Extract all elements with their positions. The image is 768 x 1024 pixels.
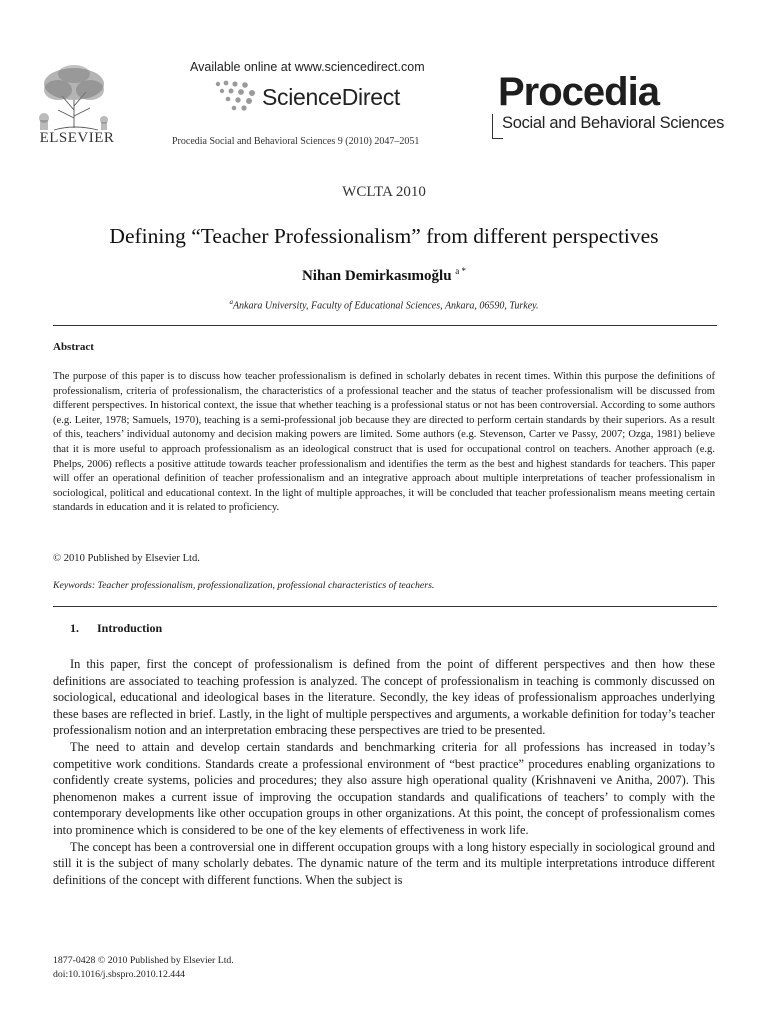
- section-heading: [70, 621, 162, 636]
- available-online-text[interactable]: Available online at www.sciencedirect.com: [190, 60, 425, 74]
- author-name: Nihan Demirkasımoğlu: [301, 268, 452, 284]
- paragraph: In this paper, first the concept of professionalism is defined from the point of different perspectives and then how these definitions are associated to teaching profession is analyzed. The concept of professionalism in teaching is commonly discussed on sociological, educational and ideological bases in the literature. Secondly, the key ideas of professionalism approaches underlying these bases are reflected in brief. Lastly, in the light of multiple perspectives and arguments, a workable definition for today’s teacher professionalism notion and an interpretation embracing these perspectives are tried to be presented.: [53, 657, 715, 738]
- procedia-subtitle: Social and Behavioral Sciences: [502, 114, 725, 132]
- abstract-heading: Abstract: [53, 341, 94, 353]
- procedia-wordmark: Procedia: [498, 70, 659, 114]
- divider-top: [53, 325, 717, 326]
- author-line: [0, 266, 768, 285]
- abstract-body: [53, 370, 715, 516]
- footer-doi[interactable]: doi:10.1016/j.sbspro.2010.12.444: [53, 969, 185, 980]
- author-marks: a *: [455, 266, 467, 276]
- conference-name: WCLTA 2010: [342, 184, 426, 200]
- introduction-body: [53, 656, 715, 888]
- section-number: 1.: [70, 621, 79, 635]
- paragraph: The need to attain and develop certain standards and benchmarking criteria for all professions has increased in today’s competitive work conditions. Standards create a professional environment of “best practice” procedures enabling organizations to confidently create systems, policies and procedures; they also assure high operational quality (Krishnaveni ve Anitha, 2007). This phenomenon makes a current issue of improving the occupation standards and qualifications of teachers’ to comply with the contemporary developments like other occupation groups in other organizations. At this point, the concept of professionalism comes into prominence which is considered to be one of the key elements of effectiveness in work life.: [53, 739, 715, 837]
- affiliation: [0, 298, 768, 311]
- abstract-text: The purpose of this paper is to discuss how teacher professionalism is defined in scholarly debates in recent times. Within this purpose the definitions of professionalism, criteria of professionalism, the characteristics of a professional teacher and the status of teacher professionalism will be discussed from different perspectives. In historical context, the issue that whether teaching is a professional status or not has been controversial. According to some authors (e.g. Leiter, 1978; Samuels, 1970), teaching is a semi-professional job because they are directed to perform certain standards by their superiors. As a result of this, teachers’ individual autonomy and decision making powers are limited. Some authors (e.g. Stevenson, Carter ve Passy, 2007; Ozga, 1981) believe that it is more useful to approach professionalism as an ideological construct that is used for occupational control on teachers. Another approach (e.g. Phelps, 2006) reflects a positive attitude towards teacher professionalism and identifies the term as the best and highest standards for teachers. This paper will offer an operational definition of teacher professionalism and an integrative approach about multiple interpretations of teacher professionalism in sociological, political and educational context. In the light of multiple approaches, it will be concluded that teacher professionalism means meeting certain standards in education and it is related to proficiency.: [53, 371, 715, 514]
- abstract-copyright: © 2010 Published by Elsevier Ltd.: [53, 553, 200, 564]
- keywords: Keywords: Teacher professionalism, professionalization, professional characteristics of teachers.: [53, 580, 435, 591]
- footer: [53, 954, 234, 982]
- paper-title: Defining “Teacher Professionalism” from different perspectives: [109, 224, 659, 248]
- paragraph: The concept has been a controversial one in different occupation groups with a long history especially in sociological ground and still it is the subject of many scholarly debates. The dynamic nature of the term and its multiple interpretations introduce different definitions of the concept with different functions. When the subject is: [53, 839, 715, 887]
- divider-bottom: [53, 606, 717, 607]
- sciencedirect-wordmark: ScienceDirect: [262, 84, 400, 110]
- footer-issn: 1877-0428 © 2010 Published by Elsevier Ltd.: [53, 955, 234, 966]
- affiliation-mark: a: [229, 298, 233, 306]
- affiliation-text: Ankara University, Faculty of Educational Sciences, Ankara, 06590, Turkey.: [232, 300, 539, 312]
- sciencedirect-dots-icon: [212, 78, 264, 114]
- section-title: Introduction: [97, 621, 163, 635]
- journal-citation: Procedia Social and Behavioral Sciences 9 (2010) 2047–2051: [172, 136, 420, 147]
- elsevier-wordmark: ELSEVIER: [39, 130, 115, 146]
